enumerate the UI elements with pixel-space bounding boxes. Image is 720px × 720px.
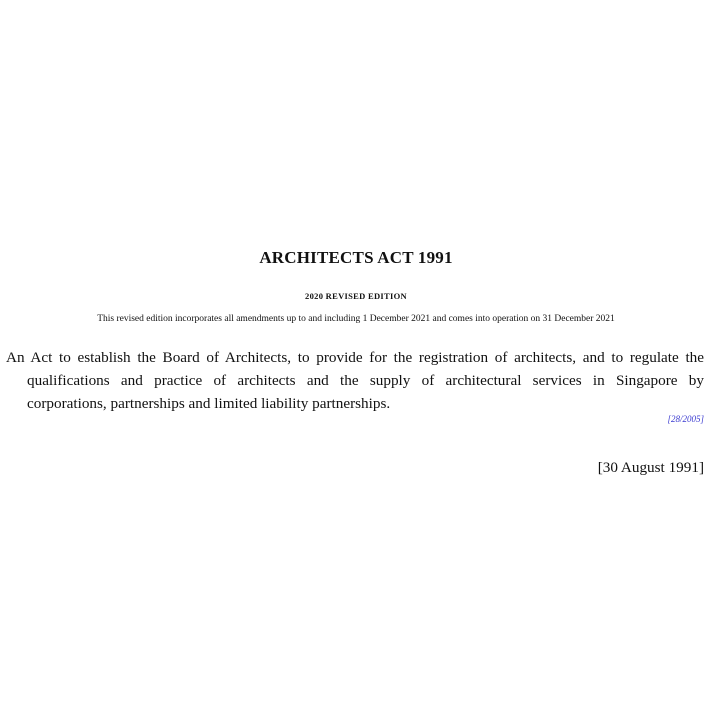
long-title xyxy=(6,346,704,415)
amendment-reference-link[interactable]: [28/2005] xyxy=(667,414,704,424)
long-title-line: An Act to establish the Board of Architects, to provide for the registration of architects, and to regulate the xyxy=(6,349,704,366)
long-title-line: qualifications and practice of architects and the supply of architectural services in Singapore by xyxy=(27,372,704,389)
act-title: ARCHITECTS ACT 1991 xyxy=(259,248,453,267)
commencement-date: [30 August 1991] xyxy=(597,459,704,476)
long-title-line: corporations, partnerships and limited liability partnerships. xyxy=(27,395,391,412)
edition-label: 2020 REVISED EDITION xyxy=(305,291,407,301)
revised-edition-note: This revised edition incorporates all amendments up to and including 1 December 2021 and comes into operation on 31 December 2021 xyxy=(97,314,615,324)
